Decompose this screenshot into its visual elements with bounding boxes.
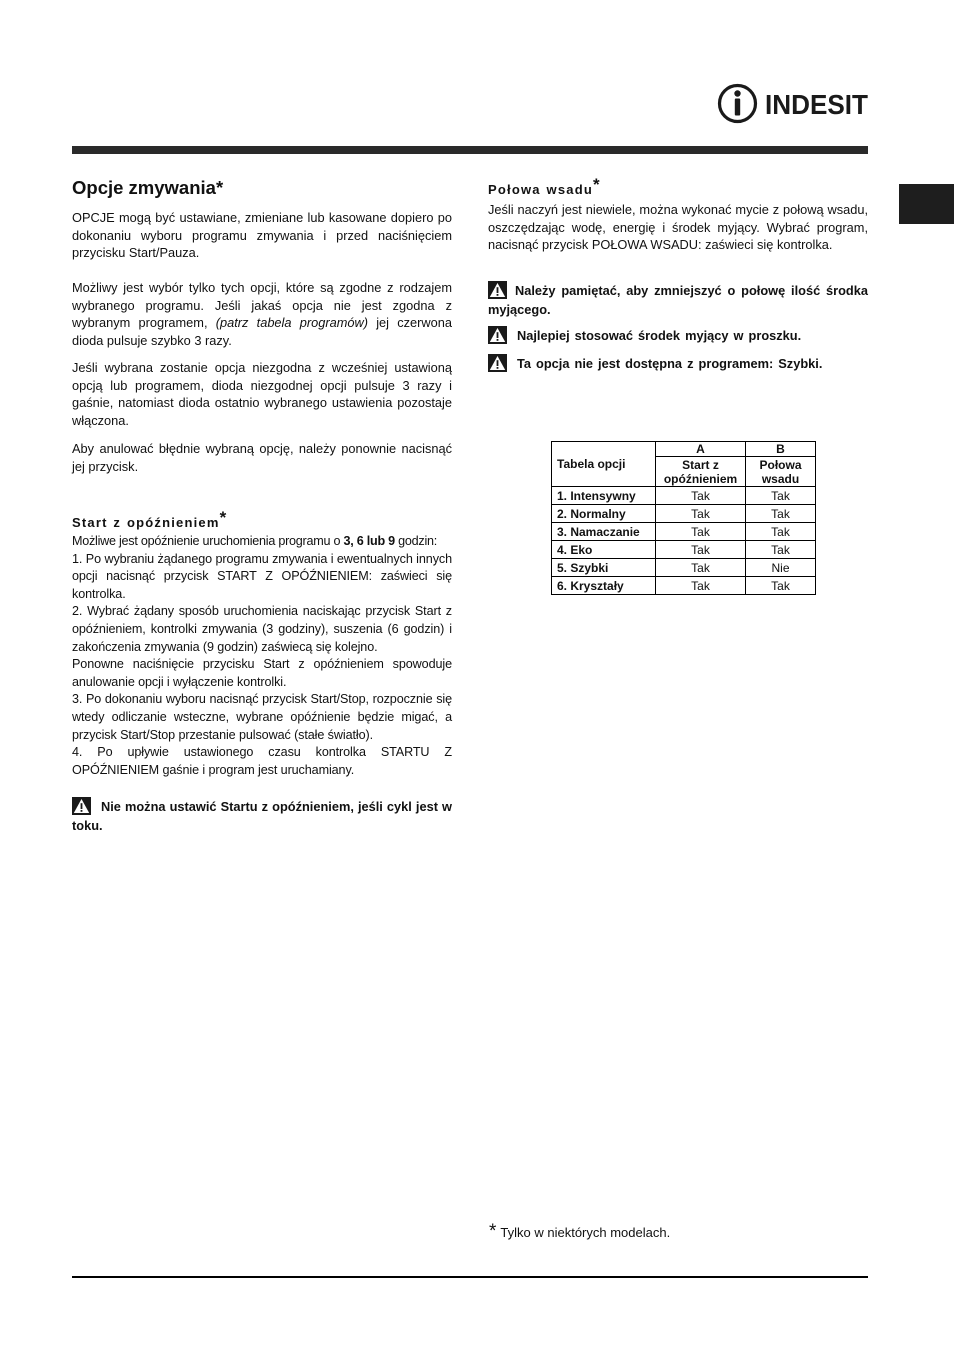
options-paragraph-2-text: Możliwy jest wybór tylko tych opcji, które są zgodne z rodzajem wybranego programu. Jeśli jakaś opcja nie jest zgodna z wybranym programem, [72, 280, 452, 331]
half-load-warning-1-text: Należy pamiętać, aby zmniejszyć o połowę ilość środka myjącego. [488, 283, 868, 317]
options-heading: Opcje zmywania* [72, 177, 224, 198]
value-cell: Tak [656, 559, 746, 577]
column-letter-b: B [746, 442, 816, 457]
footnote-text: Tylko w niektórych modelach. [500, 1225, 671, 1240]
value-cell: Tak [656, 523, 746, 541]
half-load-warning-3-text: Ta opcja nie jest dostępna z programem: Szybki. [517, 356, 823, 371]
value-cell: Tak [656, 577, 746, 595]
value-cell: Tak [746, 577, 816, 595]
half-load-heading [488, 175, 868, 199]
table-row [552, 505, 816, 523]
logo-i-stem-icon [735, 99, 740, 116]
delayed-start-cancel-note: Ponowne naciśnięcie przycisku Start z opóźnieniem spowoduje anulowanie opcji i wyłączenie kontrolki. [72, 657, 452, 689]
warning-icon [488, 354, 507, 372]
table-header-row [552, 442, 816, 457]
header-rule [72, 146, 868, 154]
table-row [552, 559, 816, 577]
program-cell: 4. Eko [552, 541, 656, 559]
value-cell: Nie [746, 559, 816, 577]
table-row [552, 487, 816, 505]
delayed-start-body [72, 533, 452, 779]
half-load-paragraph: Jeśli naczyń jest niewiele, można wykonać mycie z połową wsadu, oszczędzając wodę, energię i środek myjący. Wybrać program, nacisnąć przycisk POŁOWA WSADU: zaświeci się kontrolka. [488, 202, 868, 253]
half-load-title: Połowa wsadu [488, 182, 593, 197]
delayed-start-intro [72, 533, 452, 551]
value-cell: Tak [746, 487, 816, 505]
options-paragraph-4: Aby anulować błędnie wybraną opcję, należy ponownie nacisnąć jej przycisk. [72, 441, 452, 474]
value-cell: Tak [656, 487, 746, 505]
table-row [552, 523, 816, 541]
options-paragraph-1: OPCJE mogą być ustawiane, zmieniane lub kasowane dopiero po dokonaniu wyboru programu zmywania i przed naciśnięciem przycisku Start/Pauza. [72, 210, 452, 261]
value-cell: Tak [656, 505, 746, 523]
program-table-reference: (patrz tabela programów) [215, 315, 368, 331]
program-cell: 6. Kryształy [552, 577, 656, 595]
program-cell: 3. Namaczanie [552, 523, 656, 541]
footnote-marker: * [592, 175, 600, 194]
program-cell: 2. Normalny [552, 505, 656, 523]
footnote [489, 1222, 670, 1243]
half-load-warning-2-text: Najlepiej stosować środek myjący w proszku. [517, 328, 802, 343]
footnote-marker: * [219, 508, 227, 527]
value-cell: Tak [746, 523, 816, 541]
delayed-start-warning [72, 797, 452, 835]
options-paragraph-2 [72, 279, 452, 349]
delayed-start-intro-text: Możliwe jest opóźnienie uruchomienia programu o [72, 534, 344, 548]
options-paragraph-3: Jeśli wybrana zostanie opcja niezgodna z wcześniej ustawioną opcją lub programem, dioda niezgodnej opcji pulsuje 3 razy i gaśnie, natomiast dioda ostatnio wybranego ustawienia pozostaje włączona. [72, 360, 452, 428]
logo-wordmark: INDESIT [765, 89, 868, 120]
half-load-warning-1 [488, 281, 868, 319]
program-cell: 1. Intensywny [552, 487, 656, 505]
half-load-warning-3 [488, 354, 868, 374]
delay-hours: 3, 6 lub 9 [343, 534, 395, 548]
half-load-warning-2 [488, 326, 868, 346]
value-cell: Tak [656, 541, 746, 559]
options-table [551, 441, 816, 595]
delayed-start-heading [72, 508, 452, 532]
value-cell: Tak [746, 505, 816, 523]
indesit-logo [716, 82, 870, 126]
warning-icon [72, 797, 91, 815]
delayed-start-step-4: 4. Po upływie ustawionego czasu kontrolka STARTU Z OPÓŹNIENIEM gaśnie i program jest uruchamiany. [72, 745, 452, 777]
table-row [552, 541, 816, 559]
table-row [552, 577, 816, 595]
warning-icon [488, 281, 507, 299]
section-tab-marker [899, 184, 954, 224]
logo-i-dot-icon [734, 90, 740, 96]
delayed-start-intro-tail: godzin: [394, 534, 438, 548]
delayed-start-step-1: 1. Po wybraniu żądanego programu zmywania i ewentualnych innych opcji nacisnąć przycisk START Z OPÓŹNIENIEM: zaświeci się kontrolka. [72, 551, 452, 601]
table-caption-cell: Tabela opcji [552, 442, 656, 487]
program-cell: 5. Szybki [552, 559, 656, 577]
column-name-a: Start z opóźnieniem [656, 457, 746, 487]
column-letter-a: A [656, 442, 746, 457]
delayed-start-warning-text: Nie można ustawić Startu z opóźnieniem, jeśli cykl jest w toku. [72, 799, 452, 833]
footer-rule [72, 1276, 868, 1278]
options-paragraph-2-tail: jej czerwona dioda pulsuje szybko 3 razy. [72, 315, 452, 348]
delayed-start-step-2: 2. Wybrać żądany sposób uruchomienia naciskając przycisk Start z opóźnieniem, kontrolki zmywania (3 godziny), suszenia (6 godzin) i zakończenia zmywania (9 godzin) zaświecą się kolejno. [72, 604, 452, 654]
value-cell: Tak [746, 541, 816, 559]
warning-icon [488, 326, 507, 344]
delayed-start-step-3: 3. Po dokonaniu wyboru nacisnąć przycisk Start/Stop, rozpocznie się wtedy odliczanie wsteczne, wybrane opóźnienie będzie migać, a przycisk Start/Stop przestanie pulsować (stałe światło). [72, 692, 452, 742]
delayed-start-title: Start z opóźnieniem [72, 515, 220, 530]
column-name-b: Połowa wsadu [746, 457, 816, 487]
footnote-marker: * [489, 1221, 497, 1242]
